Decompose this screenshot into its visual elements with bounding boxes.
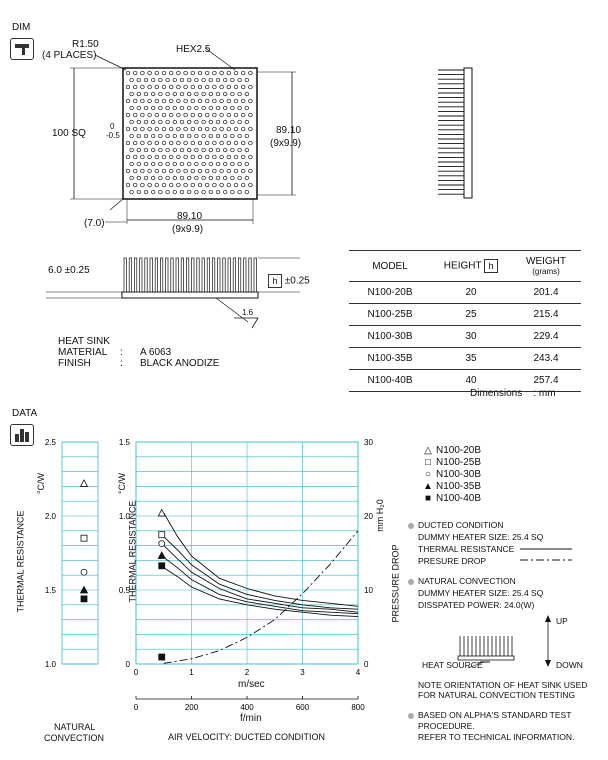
data-section-label: DATA — [12, 408, 38, 419]
right-ylabel: PRESSURE DROP — [390, 544, 401, 623]
table-cell: 215.4 — [511, 304, 581, 326]
nc-point — [81, 569, 87, 575]
corner-dim-label: (7.0) — [84, 218, 105, 229]
weight-header-text: WEIGHT — [526, 256, 566, 267]
table-cell: 20 — [431, 282, 511, 304]
height-tol: ±0.25 — [284, 275, 310, 287]
finish-key: FINISH — [58, 358, 91, 369]
x2-tick-label: 0 — [133, 703, 139, 712]
height-header-text: HEIGHT — [443, 260, 482, 272]
triangle-filled-icon: ▲ — [423, 481, 433, 492]
y-tick-label: 1.5 — [44, 586, 56, 595]
nc-point — [81, 535, 87, 541]
table-cell: 25 — [431, 304, 511, 326]
y-tick-label: 0 — [125, 660, 130, 669]
legend-item — [420, 481, 481, 492]
right-dim-sub: (9x9.9) — [270, 138, 302, 149]
finish-value: BLACK ANODIZE — [140, 358, 220, 369]
square-outline-icon: □ — [424, 457, 432, 468]
right-dim-label: 89.10 — [276, 125, 302, 136]
x2-tick-label: 600 — [295, 703, 310, 712]
x2-tick-label: 200 — [184, 703, 199, 712]
x2-tick-label: 800 — [351, 703, 365, 712]
y2-tick-label: 30 — [364, 438, 373, 447]
legend-label: N100-20B — [436, 445, 482, 456]
legend-label: N100-30B — [436, 469, 482, 480]
table-cell: N100-35B — [349, 348, 431, 370]
table-cell: N100-40B — [349, 370, 431, 392]
table-header — [511, 251, 581, 282]
natural-point — [159, 654, 165, 660]
nc-point — [81, 596, 87, 602]
side-dim-label: 100 SQ — [52, 128, 86, 139]
table-cell: 229.4 — [511, 326, 581, 348]
thermal-curve — [164, 513, 358, 606]
note-text: NATURAL CONVECTION — [418, 576, 516, 586]
curve-point — [159, 563, 165, 569]
x-tick-label: 4 — [355, 668, 361, 677]
y-tick-label: 1.5 — [118, 438, 130, 447]
y2-tick-label: 20 — [364, 512, 373, 521]
legend-item — [420, 493, 481, 504]
right-unit: mm H₂0 — [374, 499, 385, 532]
bottom-dim-label: 89.10 — [177, 211, 203, 222]
table-cell: 243.4 — [511, 348, 581, 370]
material-value: A 6063 — [140, 347, 172, 358]
table-row — [349, 326, 581, 348]
ducted-heater: DUMMY HEATER SIZE: 25.4 SQ — [418, 532, 544, 542]
left-unit: °C/W — [36, 472, 47, 495]
up-label: UP — [556, 616, 568, 626]
height-header-symbol: h — [484, 259, 498, 273]
air-velocity-label: AIR VELOCITY: DUCTED CONDITION — [168, 732, 326, 742]
legend-item — [420, 469, 481, 480]
radius-note: (4 PLACES) — [42, 50, 97, 61]
mid-ylabel: THERMAL RESISTANCE — [127, 500, 138, 603]
circle-outline-icon: ○ — [424, 469, 432, 480]
surface-finish-label: 1.6 — [242, 308, 254, 317]
orientation-note-1: NOTE ORIENTATION OF HEAT SINK USED — [418, 680, 588, 690]
x-unit-bottom: f/min — [240, 713, 262, 724]
material-sep: : — [120, 347, 123, 358]
curve-point — [158, 510, 165, 516]
table-cell: 40 — [431, 370, 511, 392]
table-cell: 35 — [431, 348, 511, 370]
legend-item — [420, 445, 481, 456]
down-label: DOWN — [556, 660, 583, 670]
bullet-icon — [408, 713, 414, 719]
side-dim-tol-bottom: -0.5 — [106, 131, 120, 140]
thermal-chart — [0, 430, 400, 750]
curve-point — [159, 541, 165, 547]
based-note-2: PROCEDURE. — [418, 721, 475, 731]
x2-tick-label: 400 — [240, 703, 254, 712]
table-cell: 30 — [431, 326, 511, 348]
y-tick-label: 2.5 — [44, 438, 56, 447]
table-cell: N100-20B — [349, 282, 431, 304]
legend-label: N100-40B — [436, 493, 482, 504]
x-tick-label: 1 — [189, 668, 194, 677]
hex-label: HEX2.5 — [176, 44, 211, 55]
model-table — [349, 250, 581, 392]
dimensions-note: Dimensions : mm — [470, 388, 556, 399]
convection-label: CONVECTION — [44, 733, 105, 743]
y-tick-label: 1.0 — [44, 660, 56, 669]
table-row — [349, 282, 581, 304]
side-dim-tol-top: 0 — [110, 122, 115, 131]
natural-label: NATURAL — [54, 722, 96, 732]
table-cell: N100-30B — [349, 326, 431, 348]
table-header-row — [349, 251, 581, 282]
mid-unit: °C/W — [117, 472, 128, 495]
dim-section-label: DIM — [12, 22, 31, 33]
table-row — [349, 348, 581, 370]
y-tick-label: 2.0 — [44, 512, 56, 521]
x-unit-top: m/sec — [238, 679, 265, 690]
thermal-res-legend: THERMAL RESISTANCE — [418, 544, 515, 554]
natural-note — [408, 576, 516, 586]
based-note-3: REFER TO TECHNICAL INFORMATION. — [418, 732, 575, 742]
note-text: BASED ON ALPHA'S STANDARD TEST — [418, 710, 572, 720]
height-symbol: h — [268, 274, 282, 288]
bottom-dim-sub: (9x9.9) — [172, 224, 204, 235]
bullet-icon — [408, 523, 414, 529]
y-tick-label: 0.5 — [118, 586, 130, 595]
height-dim — [268, 274, 310, 288]
pressure-drop-legend: PRESURE DROP — [418, 556, 487, 566]
curve-point — [159, 532, 165, 538]
dissipated-power: DISSPATED POWER: 24.0(W) — [418, 600, 535, 610]
table-cell: N100-25B — [349, 304, 431, 326]
nc-point — [81, 480, 88, 487]
legend-label: N100-25B — [436, 457, 482, 468]
note-text: DUCTED CONDITION — [418, 520, 504, 530]
y2-tick-label: 0 — [364, 660, 369, 669]
orientation-note-2: FOR NATURAL CONVECTION TESTING — [418, 690, 576, 700]
square-filled-icon: ■ — [424, 493, 432, 504]
table-cell: 201.4 — [511, 282, 581, 304]
x-tick-label: 2 — [244, 668, 250, 677]
material-key: MATERIAL — [58, 347, 108, 358]
thermal-curve — [164, 546, 358, 613]
heat-source-label: HEAT SOURCE — [422, 660, 483, 670]
bullet-icon — [408, 579, 414, 585]
ducted-note — [408, 520, 503, 530]
legend-label: N100-35B — [436, 481, 482, 492]
triangle-outline-icon: △ — [424, 445, 432, 456]
natural-heater: DUMMY HEATER SIZE: 25.4 SQ — [418, 588, 544, 598]
table-row — [349, 304, 581, 326]
curve-point — [158, 552, 165, 559]
finish-sep: : — [120, 358, 123, 369]
y-tick-label: 1.0 — [118, 512, 130, 521]
table-cell: 257.4 — [511, 370, 581, 392]
left-ylabel: THERMAL RESISTANCE — [15, 510, 26, 613]
line-style-legend — [518, 546, 574, 562]
based-note — [408, 710, 571, 720]
weight-unit: (grams) — [532, 267, 560, 276]
table-header — [431, 251, 511, 282]
material-title: HEAT SINK — [58, 336, 110, 347]
x-tick-label: 3 — [300, 668, 305, 677]
y2-tick-label: 10 — [364, 586, 373, 595]
radius-label: R1.50 — [72, 39, 99, 50]
table-header: MODEL — [349, 251, 431, 282]
legend-item — [420, 457, 481, 468]
base-thickness-label: 6.0 ±0.25 — [48, 265, 90, 276]
x-tick-label: 0 — [133, 668, 139, 677]
